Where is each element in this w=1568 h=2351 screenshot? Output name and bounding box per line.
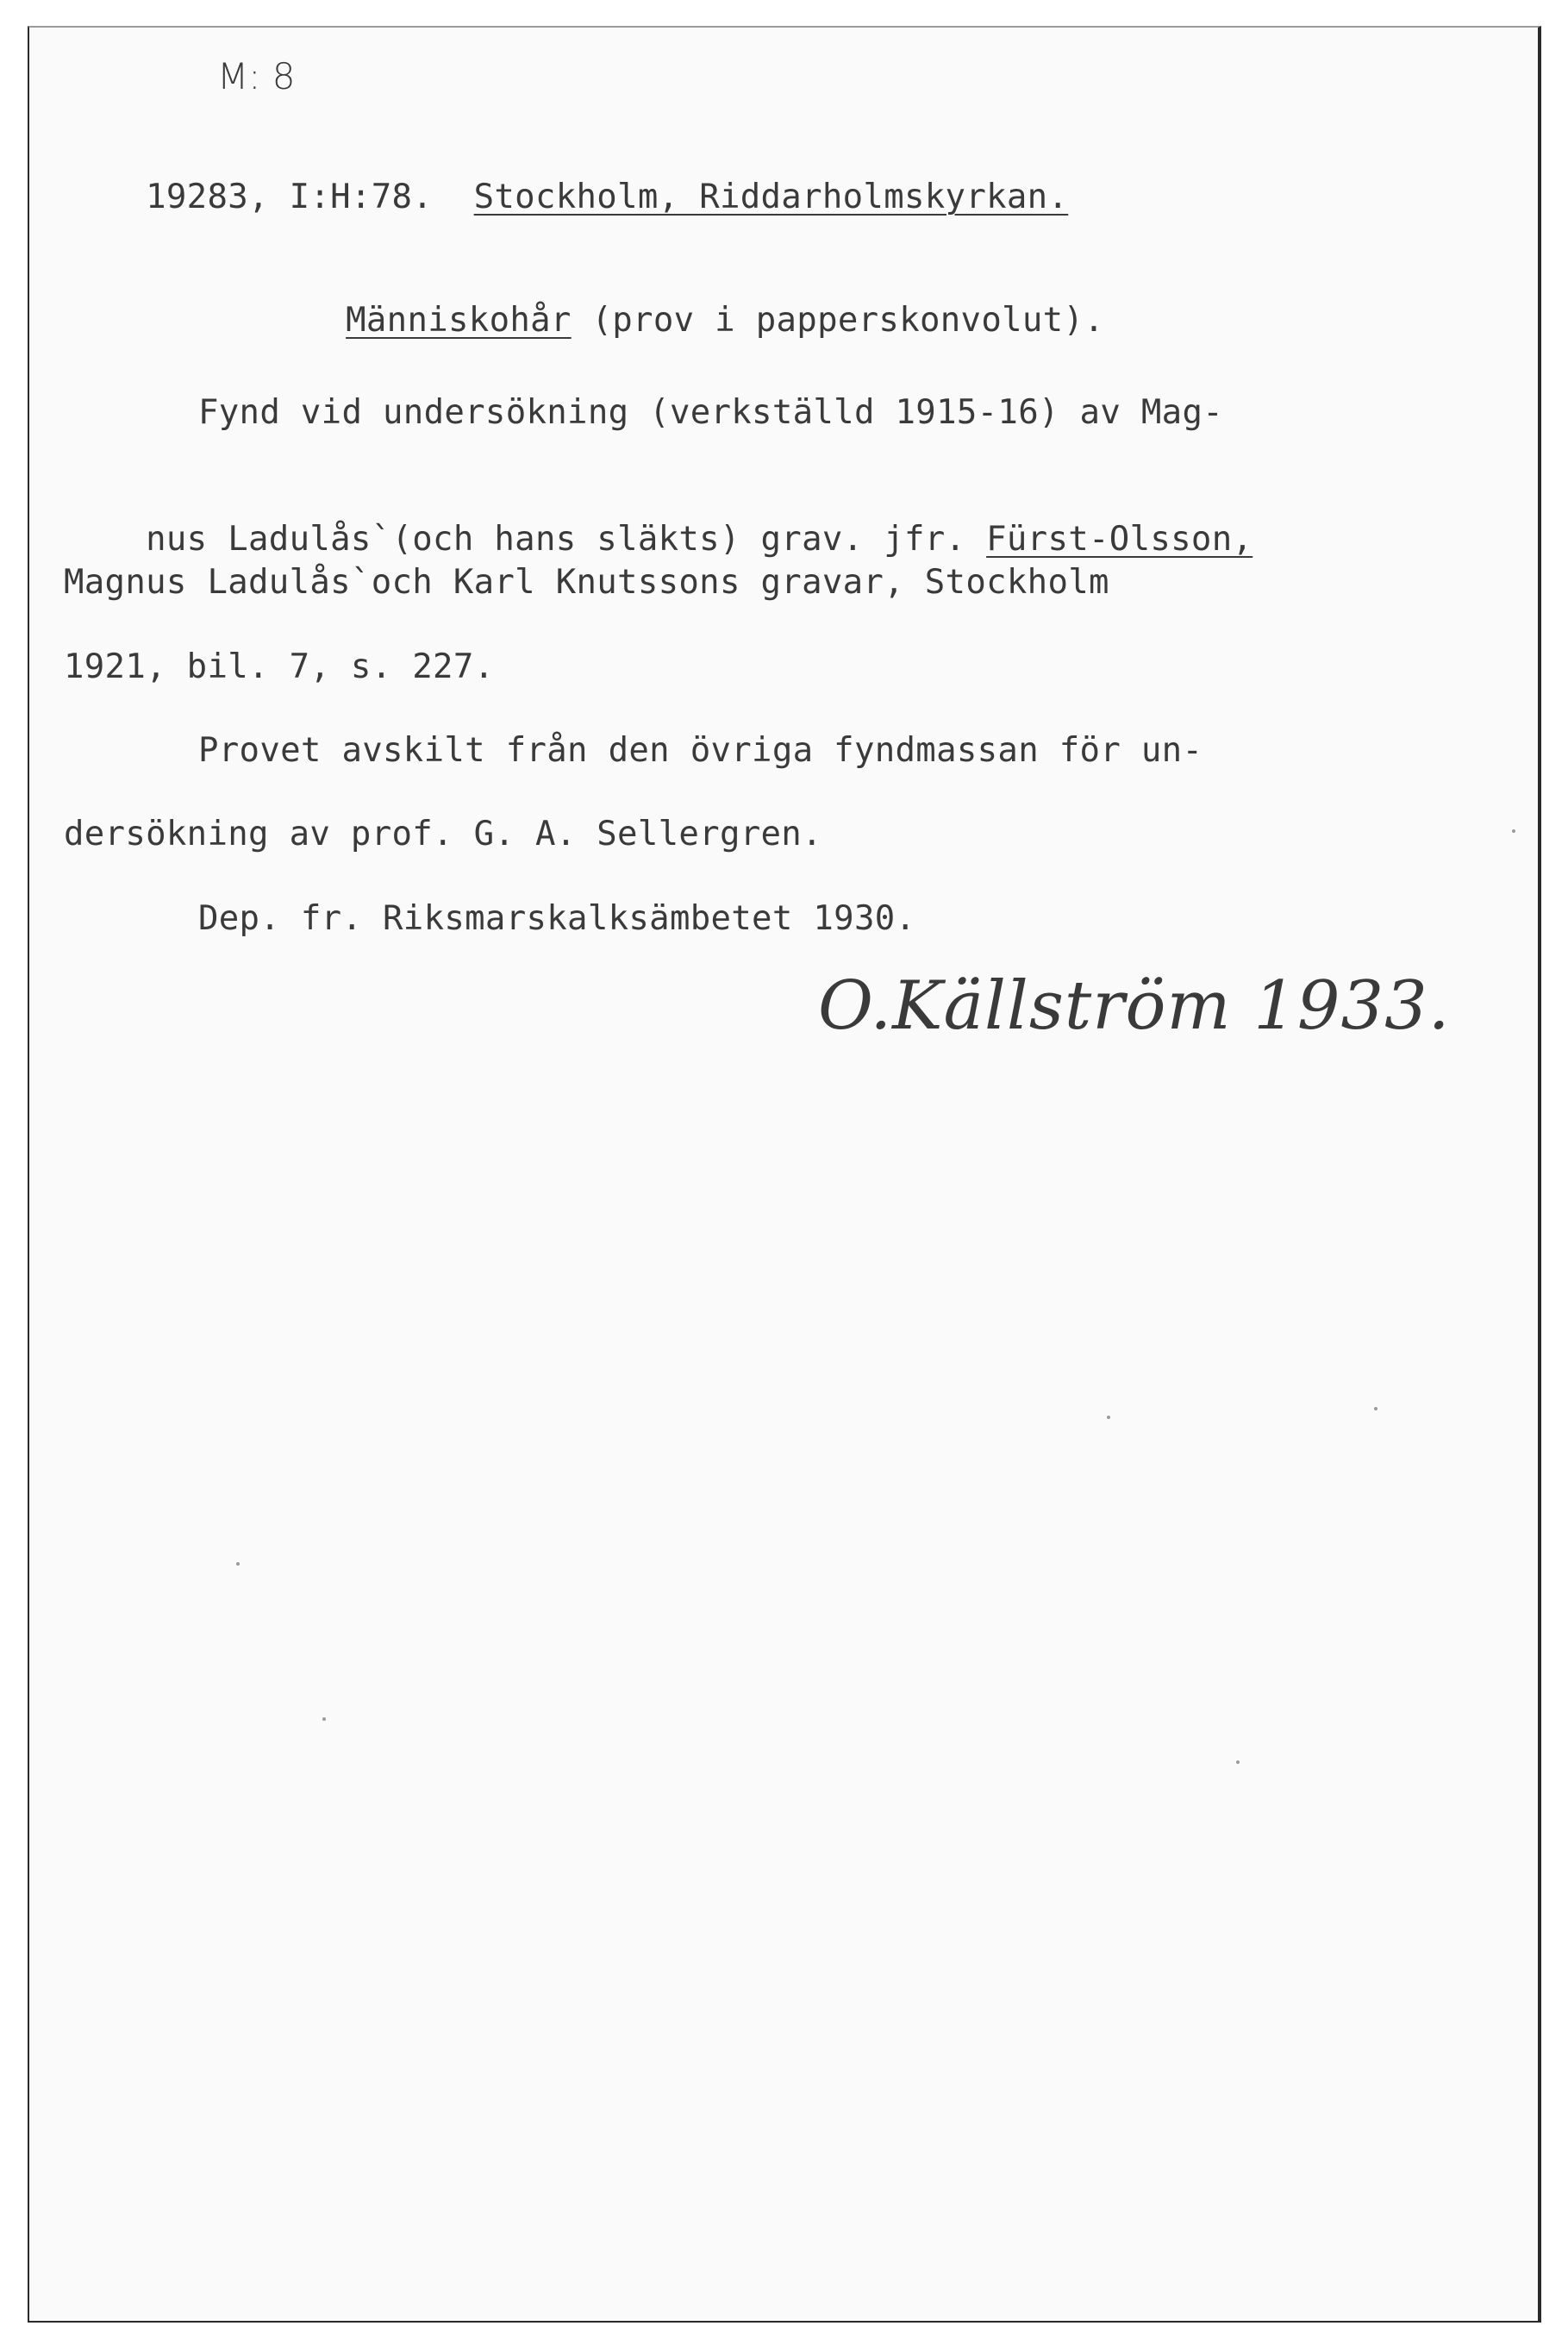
reference-author: Fürst-Olsson, bbox=[986, 520, 1253, 559]
subject-term: Människohår bbox=[346, 301, 572, 340]
header-line bbox=[64, 135, 1068, 259]
paper-speck bbox=[1107, 1416, 1110, 1419]
catalog-number: 19283, I:H:78. bbox=[146, 178, 434, 216]
paper-speck bbox=[1512, 829, 1515, 833]
deposit-line: Dep. fr. Riksmarskalksämbetet 1930. bbox=[198, 899, 916, 938]
location-title: Stockholm, Riddarholmskyrkan. bbox=[473, 178, 1069, 216]
paragraph1-line3: Magnus Ladulås`och Karl Knutssons gravar, Stockholm bbox=[64, 563, 1109, 602]
paragraph1-line2-text: nus Ladulås`(och hans släkts) grav. jfr. bbox=[146, 520, 987, 559]
paragraph2-line2: dersökning av prof. G. A. Sellergren. bbox=[64, 815, 822, 853]
subject-detail: (prov i papperskonvolut). bbox=[591, 301, 1104, 340]
paragraph1-line1: Fynd vid undersökning (verkställd 1915-16) av Mag- bbox=[198, 393, 1223, 432]
paper-speck bbox=[236, 1562, 240, 1566]
handwritten-signature: O.Källström 1933. bbox=[818, 967, 1451, 1045]
paper-speck bbox=[322, 1717, 326, 1721]
subject-line bbox=[264, 259, 1104, 383]
paragraph2-line1: Provet avskilt från den övriga fyndmassan för un- bbox=[198, 731, 1203, 770]
handwritten-catalog-mark: M: 8 bbox=[217, 55, 296, 97]
paper-speck bbox=[1374, 1407, 1377, 1410]
paragraph1-line4: 1921, bil. 7, s. 227. bbox=[64, 647, 495, 686]
paper-speck bbox=[1236, 1760, 1240, 1764]
catalog-card bbox=[28, 26, 1541, 2323]
